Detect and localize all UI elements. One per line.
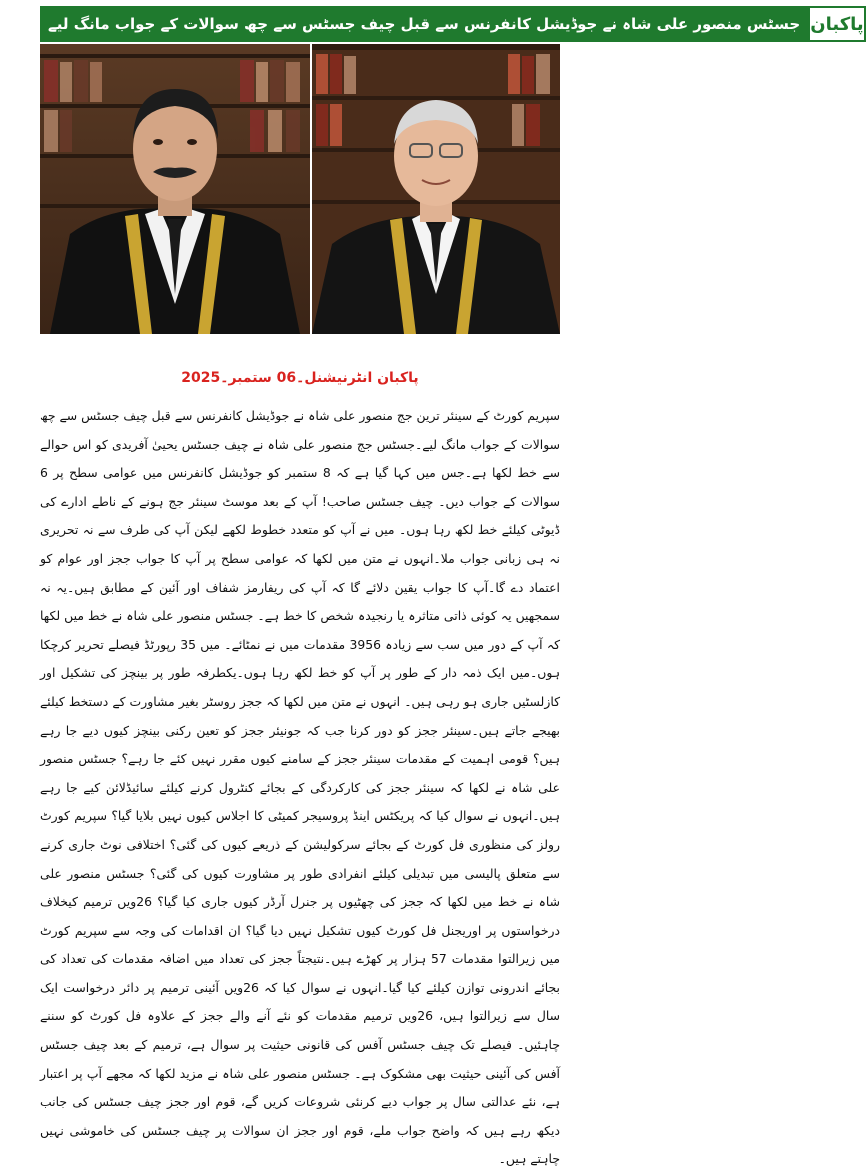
article-paragraph: سپریم کورٹ کے سینئر ترین جج منصور علی شاہ نے جوڈیشل کانفرنس سے قبل چیف جسٹس سے چھ سوالات کے جواب مانگ لیے۔جسٹس جج منصور علی شاہ نے چیف جسٹس یحییٰ آفریدی کو اس حوالے سے خط لکھا ہے۔جس میں کہا گیا ہے کہ 8 ستمبر کو جوڈیشل کانفرنس میں عوامی سطح پر 6 سوالات کے جواب دیں۔ چیف جسٹس صاحب! آپ کے بعد موسٹ سینئر جج ہونے کے ناطے ادارے کی ڈیوٹی کیلئے خط لکھ رہا ہوں۔ میں نے آپ کو متعدد خطوط لکھے لیکن آپ کی طرف سے نہ تحریری نہ ہی زبانی جواب ملا۔انہوں نے متن میں لکھا کہ عوامی سطح پر آپ کا جواب ججز اور عوام کو اعتماد دے گا۔آپ کا جواب یقین دلائے گا کہ آپ کی ریفارمز شفاف اور آئین کے مطابق ہیں۔یہ نہ سمجھیں یہ کوئی ذاتی متاثرہ یا رنجیدہ شخص کا خط ہے۔ جسٹس منصور علی شاہ نے خط میں لکھا کہ آپ کے دور میں سب سے زیادہ 3956 مقدمات میں نے نمٹائے۔ میں 35 رپورٹڈ فیصلے تحریر کرچکا ہوں۔میں ایک ذمہ دار کے طور پر آپ کو خط لکھ رہا ہوں۔یکطرفہ طور پر بینچز کی تشکیل اور کازلسٹیں جاری ہو رہی ہیں۔ انہوں نے متن میں لکھا کہ ججز روسٹر بغیر مشاورت کے دستخط کیلئے بھیجے جاتے ہیں۔سینئر ججز کو دور کرنا جب کہ جونیئر ججز کو تعین رکنی بینچز کیوں دیے جا رہے ہیں؟ قومی اہمیت کے مقدمات سینئر ججز کے سامنے کیوں مقرر نہیں کئے جا رہے؟ جسٹس منصور علی شاہ نے لکھا کہ سینئر ججز کی کارکردگی کے بجائے کنٹرول کرنے کیلئے سائیڈلائن کیے جا رہے ہیں۔انہوں نے سوال کیا کہ پریکٹس اینڈ پروسیجر کمیٹی کا اجلاس کیوں نہیں بلایا گیا؟ سپریم کورٹ رولز کی منظوری فل کورٹ کے بجائے سرکولیشن کے ذریعے کیوں کی گئی؟ اختلافی نوٹ جاری کرنے سے متعلق پالیسی میں تبدیلی کیلئے انفرادی طور پر مشاورت کیوں کی گئی؟ جسٹس منصور علی شاہ نے خط میں لکھا کہ ججز کی چھٹیوں پر جنرل آرڈر کیوں جاری کیا گیا؟ 26ویں ترمیم کیخلاف درخواستوں پر اوریجنل فل کورٹ کیوں تشکیل نہیں دیا گیا؟ ان اقدامات کی وجہ سے سپریم کورٹ میں زیرالتوا مقدمات 57 ہزار پر کھڑے ہیں۔نتیجتاً ججز کی تعداد میں اضافہ مقدمات کی تعداد کی بجائے اندرونی توازن کیلئے کیا گیا۔انہوں نے سوال کیا کہ 26ویں آئینی ترمیم پر دائر درخواست ایک سال سے زیرالتوا ہیں، 26ویں ترمیم مقدمات کو نئے آنے والے ججز کے علاوہ فل کورٹ کو سننے چاہئیں۔ فیصلے تک چیف جسٹس آفس کی قانونی حیثیت پر سوال ہے، ترمیم کے بعد چیف جسٹس آفس کی آئینی حیثیت بھی مشکوک ہے۔ جسٹس منصور علی شاہ نے مزید لکھا کہ مجھے آپ پر اعتبار ہے، نئے عدالتی سال پر جواب دیے کرنئی شروعات کریں گے، قوم اور ججز چیف جسٹس کی جانب دیکھ رہے ہیں کہ واضح جواب ملے، قوم اور ججز ان سوالات پر چیف جسٹس کی خاموشی نہیں چاہتے ہیں۔ — [40, 408, 561, 1167]
headline: جسٹس منصور علی شاہ نے جوڈیشل کانفرنس سے قبل چیف جسٹس سے چھ سوالات کے جواب مانگ لیے — [40, 6, 808, 42]
article-header — [40, 6, 864, 42]
brand-logo: پاکبان — [808, 6, 865, 42]
article-body — [40, 402, 560, 1174]
portrait-left-image — [40, 44, 310, 334]
photo-right — [312, 44, 560, 334]
portrait-right-image — [312, 44, 560, 334]
photo-left — [40, 44, 310, 334]
dateline: پاکبان انٹرنیشنل۔06 ستمبر۔2025 — [181, 370, 419, 386]
